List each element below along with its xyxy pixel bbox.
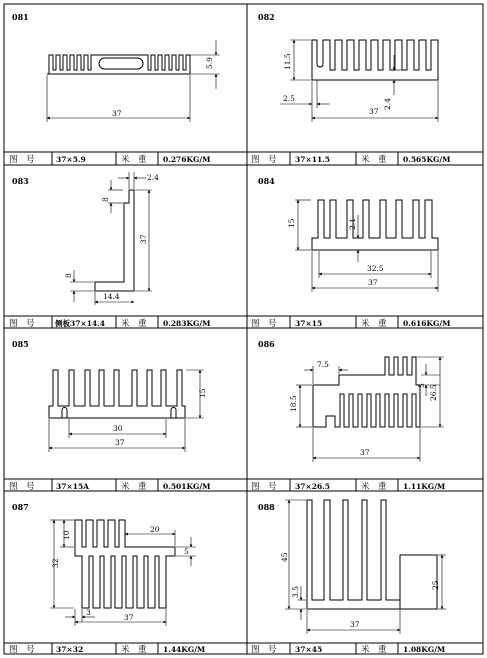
code-088: 088 — [258, 502, 275, 512]
profile-084 — [312, 200, 438, 250]
model-088: 37×45 — [295, 645, 323, 654]
dim-082-37: 37 — [369, 107, 379, 116]
dim-081-37: 37 — [112, 109, 122, 118]
label-drawing-no: 图 号 — [251, 319, 277, 329]
dim-088-3.5: 3.5 — [291, 586, 300, 598]
model-081: 37×5.9 — [56, 155, 86, 164]
profile-086 — [313, 357, 420, 427]
weight-083: 0.283KG/M — [163, 319, 211, 328]
label-weight: 米 重 — [121, 319, 147, 329]
dim-084-37: 37 — [368, 278, 378, 287]
weight-087: 1.44KG/M — [163, 645, 206, 654]
drawing-081 — [12, 12, 220, 122]
model-082: 37×11.5 — [295, 155, 330, 164]
label-drawing-no: 图 号 — [9, 155, 35, 165]
dim-084-2.1: 2.1 — [348, 218, 357, 230]
model-086: 37×26.5 — [295, 482, 330, 491]
label-weight: 米 重 — [121, 482, 147, 492]
dim-087-5: 5 — [184, 547, 189, 556]
dim-086-5: 5 — [417, 383, 426, 388]
profile-083 — [95, 190, 134, 291]
label-weight: 米 重 — [121, 155, 147, 165]
dim-082-2.5: 2.5 — [283, 94, 295, 103]
drawing-086 — [258, 339, 444, 462]
dim-088-37: 37 — [350, 620, 360, 629]
dim-087-10: 10 — [62, 530, 71, 540]
code-085: 085 — [12, 339, 29, 349]
drawing-088 — [258, 500, 446, 634]
dim-088-25: 25 — [431, 580, 440, 590]
dim-086-37: 37 — [360, 448, 370, 457]
dim-087-32: 32 — [51, 558, 60, 568]
dim-087-20: 20 — [150, 525, 160, 534]
dim-083-8-top: 8 — [101, 197, 110, 202]
label-weight: 米 重 — [361, 319, 387, 329]
dim-085-15: 15 — [198, 388, 207, 398]
dim-087-37: 37 — [124, 613, 134, 622]
dim-083-14.4: 14.4 — [103, 292, 120, 301]
label-drawing-no: 图 号 — [251, 155, 277, 165]
dim-086-26.5: 26.5 — [429, 384, 438, 401]
dim-081-5.9: 5.9 — [205, 57, 214, 69]
weight-082: 0.565KG/M — [403, 155, 451, 164]
model-083: 侧板37×14.4 — [55, 319, 105, 328]
dim-085-30: 30 — [113, 424, 123, 433]
label-weight: 米 重 — [361, 645, 387, 655]
dim-084-32.5: 32.5 — [367, 264, 384, 273]
profile-088 — [307, 500, 437, 609]
drawing-085 — [12, 339, 207, 452]
code-083: 083 — [12, 176, 29, 186]
profile-082 — [312, 40, 438, 80]
label-weight: 米 重 — [121, 645, 147, 655]
drawing-084 — [258, 176, 438, 292]
label-weight: 米 重 — [361, 482, 387, 492]
dim-087-3: 3 — [86, 608, 91, 617]
drawing-087 — [12, 502, 196, 626]
dim-082-2.4: 2.4 — [383, 98, 392, 110]
weight-085: 0.501KG/M — [163, 482, 211, 491]
label-drawing-no: 图 号 — [9, 482, 35, 492]
profile-085 — [49, 370, 185, 418]
code-086: 086 — [258, 339, 275, 349]
label-drawing-no: 图 号 — [9, 645, 35, 655]
label-drawing-no: 图 号 — [9, 319, 35, 329]
dim-082-11.5: 11.5 — [283, 53, 292, 70]
dim-088-45: 45 — [280, 552, 289, 562]
label-drawing-no: 图 号 — [251, 645, 277, 655]
dim-086-18.5: 18.5 — [289, 395, 298, 412]
weight-081: 0.276KG/M — [163, 155, 211, 164]
drawing-082 — [258, 12, 438, 122]
weight-088: 1.08KG/M — [403, 645, 446, 654]
dim-083-8-bottom: 8 — [64, 273, 73, 278]
code-082: 082 — [258, 12, 275, 22]
code-081: 081 — [12, 12, 29, 22]
weight-086: 1.11KG/M — [403, 482, 446, 491]
model-084: 37×15 — [295, 319, 323, 328]
model-087: 37×32 — [56, 645, 84, 654]
weight-084: 0.616KG/M — [403, 319, 451, 328]
label-drawing-no: 图 号 — [251, 482, 277, 492]
drawing-083 — [12, 172, 159, 305]
dim-083-2.4: 2.4 — [147, 173, 159, 182]
model-085: 37×15A — [56, 482, 89, 491]
dim-086-7.5: 7.5 — [317, 360, 329, 369]
footers — [9, 154, 450, 655]
dim-083-37: 37 — [139, 234, 148, 244]
code-084: 084 — [258, 176, 275, 186]
label-weight: 米 重 — [361, 155, 387, 165]
code-087: 087 — [12, 502, 29, 512]
dim-084-15: 15 — [287, 218, 296, 228]
dim-085-37: 37 — [115, 438, 125, 447]
